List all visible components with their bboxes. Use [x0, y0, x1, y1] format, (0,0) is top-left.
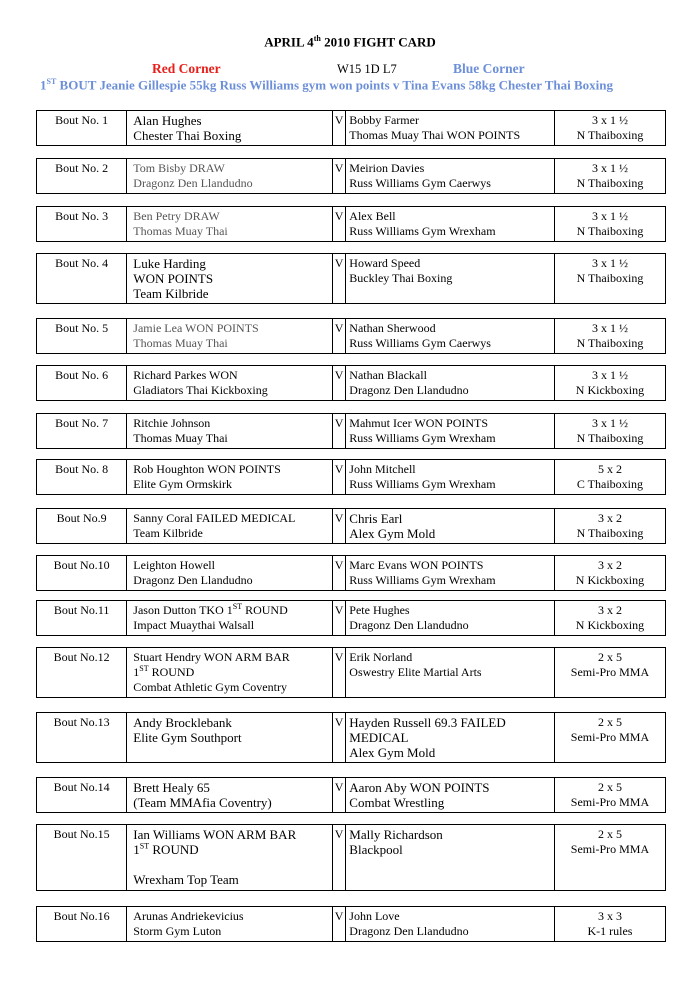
text-line: Alan Hughes: [133, 113, 202, 128]
blue-fighter: [346, 159, 555, 194]
text-line: 2 x 5: [597, 650, 622, 664]
blue-fighter: [346, 713, 555, 763]
text-line: Storm Gym Luton: [133, 924, 222, 938]
blue-fighter: [346, 778, 555, 813]
bout-number: Bout No.16: [37, 907, 127, 942]
bout-row: [36, 555, 666, 591]
text-line: Chester Thai Boxing: [133, 128, 242, 143]
title-prefix: APRIL 4: [264, 34, 314, 50]
text-line: Richard Parkes WON: [133, 368, 238, 382]
bout-number: Bout No. 7: [37, 414, 127, 449]
bout-number: Bout No.14: [37, 778, 127, 813]
text-line: 3 x 2: [597, 511, 622, 525]
bout-rules: [554, 159, 665, 194]
text-line: Stuart Hendry WON ARM BAR: [133, 650, 290, 664]
text-line: Marc Evans WON POINTS: [349, 558, 484, 572]
text-line: Impact Muaythai Walsall: [133, 618, 255, 632]
text-line: Ben Petry DRAW: [133, 209, 220, 223]
versus-marker: V: [332, 460, 345, 495]
red-fighter: [127, 556, 333, 591]
blue-fighter: [346, 556, 555, 591]
bout-rules: [554, 825, 665, 891]
text-line: Elite Gym Ormskirk: [133, 477, 232, 491]
versus-marker: V: [332, 648, 345, 698]
blue-fighter: [346, 366, 555, 401]
versus-marker: V: [332, 319, 345, 354]
record-code: W15 1D L7: [337, 62, 397, 76]
text-line: N Thaiboxing: [576, 271, 644, 285]
text-line: Dragonz Den Llandudno: [349, 383, 469, 397]
first-bout-text: BOUT Jeanie Gillespie 55kg Russ Williams gym won points v Tina Evans 58kg Chester Thai Boxing: [56, 77, 614, 93]
text-line: Dragonz Den Llandudno: [349, 924, 469, 938]
text-line: 5 x 2: [597, 462, 622, 476]
bout-number: Bout No.12: [37, 648, 127, 698]
bout-row: [36, 712, 666, 763]
text-line: 3 x 2: [597, 558, 622, 572]
bout-rules: [554, 414, 665, 449]
text-line: 3 x 3: [597, 909, 622, 923]
text-line: N Thaiboxing: [576, 224, 644, 238]
text-line: Bobby Farmer: [349, 113, 419, 127]
versus-marker: V: [332, 254, 345, 304]
bout-rules: [554, 111, 665, 146]
bout-row: [36, 110, 666, 146]
red-fighter: [127, 460, 333, 495]
red-fighter: [127, 254, 333, 304]
bout-rules: [554, 778, 665, 813]
text-line: Wrexham Top Team: [133, 872, 239, 887]
text-line: Ritchie Johnson: [133, 416, 211, 430]
text-line: C Thaiboxing: [576, 477, 644, 491]
text-line: Rob Houghton WON POINTS: [133, 462, 281, 476]
text-line: Thomas Muay Thai: [133, 224, 228, 238]
first-bout-prefix: 1: [40, 77, 47, 93]
versus-marker: V: [332, 778, 345, 813]
red-fighter: [127, 319, 333, 354]
red-fighter: [127, 111, 333, 146]
text-line: Ian Williams WON ARM BAR: [133, 827, 297, 842]
text-line: Erik Norland: [349, 650, 413, 664]
bout-rules: [554, 509, 665, 544]
versus-marker: V: [332, 713, 345, 763]
text-line: Dragonz Den Llandudno: [133, 176, 253, 190]
bout-number: Bout No.10: [37, 556, 127, 591]
bout-row: [36, 508, 666, 544]
text-line: Thomas Muay Thai WON POINTS: [349, 128, 521, 142]
text-line: Gladiators Thai Kickboxing: [133, 383, 268, 397]
versus-marker: V: [332, 601, 345, 636]
bout-number: Bout No. 4: [37, 254, 127, 304]
red-fighter: [127, 601, 333, 636]
versus-marker: V: [332, 509, 345, 544]
bout-row: [36, 647, 666, 698]
bout-row: [36, 413, 666, 449]
text-line: Combat Athletic Gym Coventry: [133, 680, 287, 694]
bout-rules: [554, 366, 665, 401]
bout-rules: [554, 556, 665, 591]
red-fighter: [127, 366, 333, 401]
text-line: Semi-Pro MMA: [570, 665, 650, 679]
text-line: 3 x 1 ½: [591, 368, 628, 382]
bout-rules: [554, 319, 665, 354]
text-line: Alex Gym Mold: [349, 745, 436, 760]
text-line: Dragonz Den Llandudno: [133, 573, 253, 587]
versus-marker: V: [332, 556, 345, 591]
text-line: K-1 rules: [587, 924, 633, 938]
blue-fighter: [346, 601, 555, 636]
text-line: Nathan Sherwood: [349, 321, 436, 335]
blue-corner-heading: Blue Corner: [453, 61, 525, 76]
text-line: 1ST ROUND: [133, 841, 199, 857]
text-line: Alex Bell: [349, 209, 396, 223]
versus-marker: V: [332, 207, 345, 242]
bout-number: Bout No. 3: [37, 207, 127, 242]
blue-fighter: [346, 319, 555, 354]
text-line: WON POINTS: [133, 271, 214, 286]
text-line: N Kickboxing: [575, 618, 645, 632]
text-line: Leighton Howell: [133, 558, 215, 572]
blue-fighter: [346, 825, 555, 891]
text-line: 1ST ROUND: [133, 664, 195, 679]
text-line: Pete Hughes: [349, 603, 410, 617]
text-line: 3 x 1 ½: [591, 416, 628, 430]
bout-number: Bout No.11: [37, 601, 127, 636]
bout-row: [36, 600, 666, 636]
bout-row: [36, 906, 666, 942]
title-sup: th: [313, 34, 321, 43]
bout-rules: [554, 713, 665, 763]
red-fighter: [127, 713, 333, 763]
text-line: Oswestry Elite Martial Arts: [349, 665, 482, 679]
bout-rules: [554, 207, 665, 242]
text-line: 3 x 1 ½: [591, 209, 628, 223]
text-line: Russ Williams Gym Wrexham: [349, 224, 496, 238]
text-line: John Mitchell: [349, 462, 416, 476]
text-line: Dragonz Den Llandudno: [349, 618, 469, 632]
text-line: N Kickboxing: [575, 573, 645, 587]
text-line: Howard Speed: [349, 256, 421, 270]
text-line: Semi-Pro MMA: [570, 842, 650, 856]
versus-marker: V: [332, 366, 345, 401]
red-fighter: [127, 207, 333, 242]
blue-fighter: [346, 414, 555, 449]
text-line: Buckley Thai Boxing: [349, 271, 453, 285]
versus-marker: V: [332, 111, 345, 146]
title-suffix: 2010 FIGHT CARD: [320, 34, 436, 50]
bout-rules: [554, 460, 665, 495]
text-line: 2 x 5: [597, 827, 622, 841]
text-line: 2 x 5: [597, 780, 622, 794]
text-line: Russ Williams Gym Caerwys: [349, 176, 491, 190]
text-line: Arunas Andriekevicius: [133, 909, 244, 923]
bout-row: [36, 365, 666, 401]
text-line: Meirion Davies: [349, 161, 425, 175]
first-bout-sup: ST: [46, 77, 57, 86]
red-fighter: [127, 159, 333, 194]
bout-row: [36, 824, 666, 891]
text-line: Elite Gym Southport: [133, 730, 242, 745]
text-line: N Thaiboxing: [576, 336, 644, 350]
blue-fighter: [346, 907, 555, 942]
bout-number: Bout No. 5: [37, 319, 127, 354]
bout-row: [36, 253, 666, 304]
bout-rules: [554, 254, 665, 304]
text-line: MEDICAL: [349, 730, 409, 745]
red-fighter: [127, 778, 333, 813]
versus-marker: V: [332, 907, 345, 942]
text-line: 3 x 1 ½: [591, 321, 628, 335]
bout-row: [36, 777, 666, 813]
blue-fighter: [346, 207, 555, 242]
text-line: Russ Williams Gym Wrexham: [349, 573, 496, 587]
bout-number: Bout No.13: [37, 713, 127, 763]
text-line: John Love: [349, 909, 400, 923]
bout-rules: [554, 907, 665, 942]
blue-fighter: [346, 254, 555, 304]
bout-number: Bout No. 2: [37, 159, 127, 194]
red-fighter: [127, 509, 333, 544]
red-fighter: [127, 414, 333, 449]
bout-number: Bout No.15: [37, 825, 127, 891]
blue-fighter: [346, 509, 555, 544]
bout-row: [36, 206, 666, 242]
bout-number: Bout No.9: [37, 509, 127, 544]
text-line: N Thaiboxing: [576, 176, 644, 190]
text-line: N Thaiboxing: [576, 128, 644, 142]
text-line: Russ Williams Gym Wrexham: [349, 431, 496, 445]
text-line: Jamie Lea WON POINTS: [133, 321, 259, 335]
text-line: 2 x 5: [597, 715, 622, 729]
red-fighter: [127, 648, 333, 698]
text-line: Brett Healy 65: [133, 780, 210, 795]
text-line: Tom Bisby DRAW: [133, 161, 225, 175]
text-line: Combat Wrestling: [349, 795, 445, 810]
blank-line: [133, 857, 329, 872]
text-line: Mally Richardson: [349, 827, 443, 842]
text-line: (Team MMAfia Coventry): [133, 795, 272, 810]
text-line: Team Kilbride: [133, 286, 209, 301]
bout-number: Bout No. 1: [37, 111, 127, 146]
bout-rules: [554, 601, 665, 636]
text-line: Russ Williams Gym Wrexham: [349, 477, 496, 491]
red-fighter: [127, 825, 333, 891]
red-corner-heading: Red Corner: [152, 61, 221, 76]
text-line: Thomas Muay Thai: [133, 336, 228, 350]
text-line: Chris Earl: [349, 511, 403, 526]
text-line: Semi-Pro MMA: [570, 730, 650, 744]
text-line: N Thaiboxing: [576, 431, 644, 445]
versus-marker: V: [332, 825, 345, 891]
text-line: Mahmut Icer WON POINTS: [349, 416, 489, 430]
text-line: Team Kilbride: [133, 526, 203, 540]
text-line: Semi-Pro MMA: [570, 795, 650, 809]
text-line: Luke Harding: [133, 256, 206, 271]
bout-rules: [554, 648, 665, 698]
text-line: Andy Brocklebank: [133, 715, 232, 730]
bout-row: [36, 459, 666, 495]
blue-fighter: [346, 460, 555, 495]
text-line: Blackpool: [349, 842, 403, 857]
blue-fighter: [346, 648, 555, 698]
red-fighter: [127, 907, 333, 942]
text-line: N Thaiboxing: [576, 526, 644, 540]
text-line: Alex Gym Mold: [349, 526, 436, 541]
text-line: Nathan Blackall: [349, 368, 427, 382]
text-line: 3 x 1 ½: [591, 161, 628, 175]
blue-fighter: [346, 111, 555, 146]
text-line: 3 x 1 ½: [591, 256, 628, 270]
page-title: [0, 34, 700, 50]
text-line: 3 x 2: [597, 603, 622, 617]
text-line: Thomas Muay Thai: [133, 431, 228, 445]
text-line: Sanny Coral FAILED MEDICAL: [133, 511, 296, 525]
text-line: N Kickboxing: [575, 383, 645, 397]
first-bout-note: [40, 74, 670, 92]
text-line: Russ Williams Gym Caerwys: [349, 336, 491, 350]
bout-number: Bout No. 8: [37, 460, 127, 495]
versus-marker: V: [332, 414, 345, 449]
text-line: Hayden Russell 69.3 FAILED: [349, 715, 506, 730]
text-line: Jason Dutton TKO 1ST ROUND: [133, 602, 288, 617]
bout-row: [36, 318, 666, 354]
versus-marker: V: [332, 159, 345, 194]
text-line: Aaron Aby WON POINTS: [349, 780, 490, 795]
text-line: 3 x 1 ½: [591, 113, 628, 127]
bout-number: Bout No. 6: [37, 366, 127, 401]
bout-row: [36, 158, 666, 194]
